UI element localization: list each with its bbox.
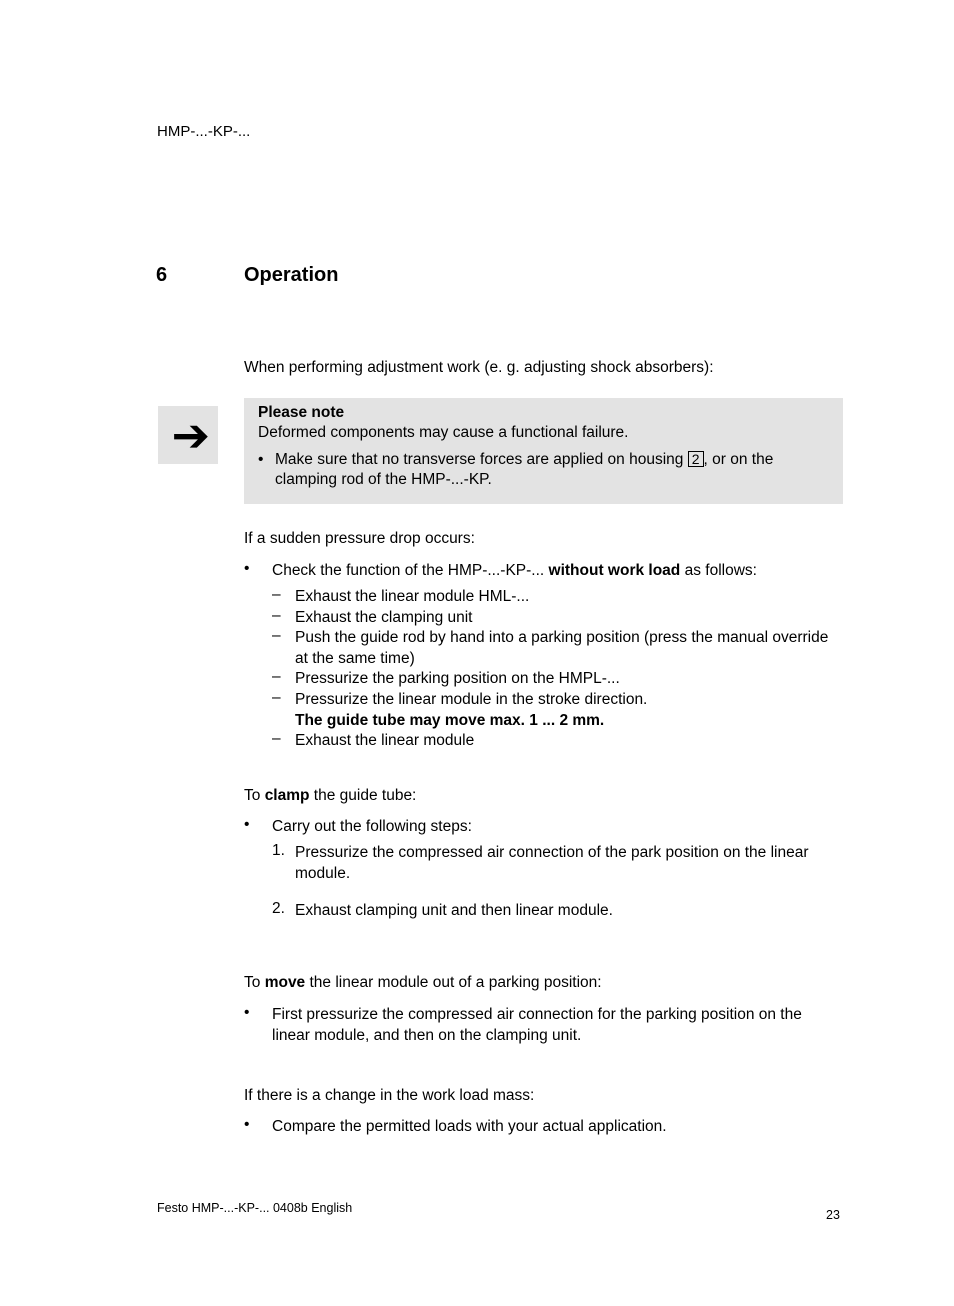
bullet-marker: • xyxy=(244,560,250,577)
component-ref-box: 2 xyxy=(688,451,704,467)
step-number: 1. xyxy=(272,842,285,859)
page-number: 23 xyxy=(826,1208,840,1222)
dash-marker: – xyxy=(272,607,281,624)
check-step xyxy=(295,689,843,731)
bullet-marker: • xyxy=(258,451,264,468)
dash-marker: – xyxy=(272,730,281,747)
mass-bullet: Compare the permitted loads with your actual application. xyxy=(272,1118,667,1135)
heading-emphasis: move xyxy=(264,974,306,991)
heading-emphasis: clamp xyxy=(264,787,310,804)
note-box xyxy=(244,398,843,504)
section-title: Operation xyxy=(244,264,339,286)
footer-doc-info: Festo HMP-...-KP-... 0408b English xyxy=(157,1201,353,1215)
note-bullet-text-end: , or on the clamping rod of the HMP-...-KP. xyxy=(275,451,774,488)
note-bullet xyxy=(258,450,829,490)
check-step: Exhaust the linear module HML-... xyxy=(295,588,530,605)
move-heading xyxy=(244,972,844,993)
heading-suffix: the linear module out of a parking position: xyxy=(305,974,602,991)
check-step: Exhaust the linear module xyxy=(295,732,475,749)
bullet-text: Check the function of the HMP-...-KP-... xyxy=(272,562,549,579)
bullet-marker: • xyxy=(244,816,250,833)
intro-paragraph: When performing adjustment work (e. g. adjusting shock absorbers): xyxy=(244,359,714,376)
dash-marker: – xyxy=(272,689,281,706)
move-bullet: First pressurize the compressed air connection for the parking position on the linear module, and then on the clamping unit. xyxy=(272,1006,802,1044)
pressure-drop-bullet xyxy=(272,560,844,581)
arrow-right-icon: ➔ xyxy=(171,409,210,461)
clamp-heading xyxy=(244,785,844,806)
dash-marker: – xyxy=(272,627,281,644)
check-step: Push the guide rod by hand into a parking position (press the manual override at the same time) xyxy=(295,629,829,667)
mass-heading: If there is a change in the work load mass: xyxy=(244,1087,535,1104)
heading-prefix: To xyxy=(244,974,265,991)
check-step: Exhaust the clamping unit xyxy=(295,609,473,626)
pressure-drop-heading: If a sudden pressure drop occurs: xyxy=(244,530,475,547)
bullet-emphasis: without work load xyxy=(548,562,681,579)
note-icon-box xyxy=(158,406,218,464)
note-text: Deformed components may cause a functional failure. xyxy=(258,424,629,441)
clamp-step: Exhaust clamping unit and then linear module. xyxy=(295,902,613,919)
note-title: Please note xyxy=(258,404,345,421)
step-number: 2. xyxy=(272,900,285,917)
dash-marker: – xyxy=(272,586,281,603)
clamp-step: Pressurize the compressed air connection of the park position on the linear module. xyxy=(295,844,809,882)
bullet-marker: • xyxy=(244,1116,250,1133)
running-header: HMP-...-KP-... xyxy=(157,123,251,140)
section-number: 6 xyxy=(156,264,168,286)
heading-suffix: the guide tube: xyxy=(309,787,417,804)
check-step: Pressurize the parking position on the HMPL-... xyxy=(295,670,620,687)
bullet-marker: • xyxy=(244,1004,250,1021)
check-step-text: Pressurize the linear module in the stroke direction. xyxy=(295,691,648,708)
clamp-bullet: Carry out the following steps: xyxy=(272,818,472,835)
dash-marker: – xyxy=(272,668,281,685)
check-step-warning: The guide tube may move max. 1 ... 2 mm. xyxy=(295,712,605,729)
bullet-text-end: as follows: xyxy=(680,562,757,579)
heading-prefix: To xyxy=(244,787,265,804)
note-bullet-text-start: Make sure that no transverse forces are applied on housing xyxy=(275,451,688,468)
